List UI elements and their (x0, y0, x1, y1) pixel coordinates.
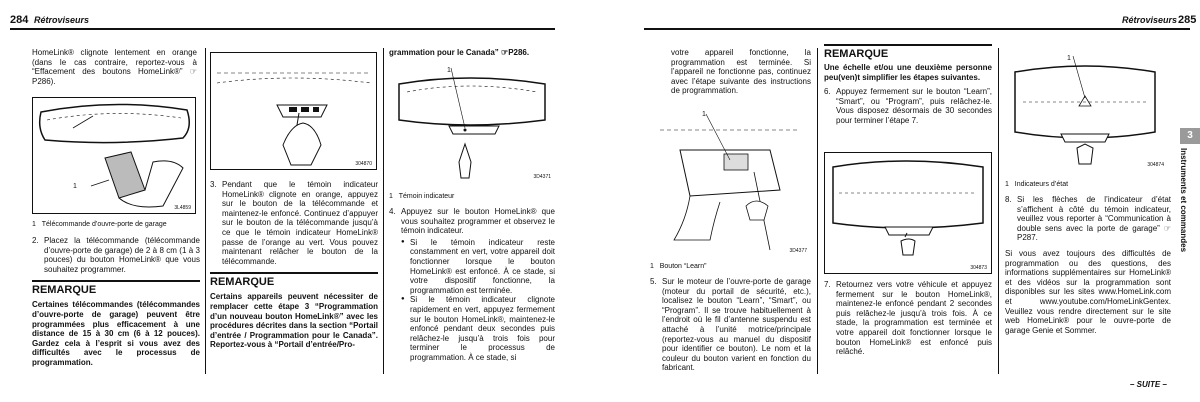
left-col-3-lower (389, 192, 555, 363)
figure-mirror-button (210, 52, 377, 170)
step-number: 8. (1005, 195, 1012, 204)
right-header-rule (644, 28, 1190, 30)
step-4-bullets (401, 238, 555, 363)
continued-marker: – SUITE – (1130, 380, 1167, 389)
column-divider (998, 48, 999, 374)
caption-number: 1 (1005, 181, 1009, 188)
step-text: Sur le moteur de l’ouvre-porte de garage (moteur du portail de sécurité, etc.), localisez le bouton “Learn”, “Smart”, ou “Program”. Il se trouve habituellement à l’endroit où le fil d’antenne suspendu est attaché à l’unité motrice/principale (reportez-vous au manuel du dispositif pour identifier ce bouton). Le nom et la couleur du bouton varient en fonction du fabricant. (662, 277, 811, 373)
figure-mirror-press (824, 152, 992, 274)
step-text: Appuyez fermement sur le bouton “Learn”, “Smart”, ou “Program”, puis relâchez-le. Vous disposez désormais de 30 secondes pour terminer l’étape 7. (836, 87, 992, 125)
step-7 (824, 280, 992, 357)
figure-caption (32, 220, 200, 229)
right-page-title: Rétroviseurs (1122, 15, 1178, 25)
step-6 (824, 87, 992, 125)
caption-number: 1 (32, 221, 36, 228)
caption-text: Bouton “Learn” (659, 263, 707, 270)
figure-code: 3D4377 (789, 248, 807, 254)
right-col-1-lower (650, 262, 811, 373)
step-3 (210, 180, 378, 266)
right-col-1 (671, 48, 811, 96)
step-text: Placez la télécommande (télécommande d’ouvre-porte de garage) de 2 à 8 cm (1 à 3 pouces) du bouton HomeLink® que vous souhaitez programmer. (44, 236, 200, 274)
caption-text: Télécommande d’ouvre-porte de garage (41, 221, 167, 228)
caption-number: 1 (389, 193, 393, 200)
closing-paragraph: Si vous avez toujours des difficultés de programmation ou des questions, des informations supplémentaires sur HomeLink® et des vidéos sur la programmation sont disponibles sur les sites www.HomeLink.com et www.youtube.com/HomeLinkGentex. Veuillez vous rendre directement sur le site web HomeLink® pour le ouvre-porte de garage Genie et Sommer. (1005, 248, 1171, 335)
caption-text: Indicateurs d’état (1014, 181, 1069, 188)
figure-callout: 1 (447, 67, 451, 74)
bullet-item: ● Si le témoin indicateur clignote rapidement en vert, appuyez fermement sur le bouton HomeLink®, maintenez-le enfoncé pendant deux secondes puis relâchez-le jusqu’à trois fois pour terminer le processus de programmation. À ce stade, si (401, 295, 555, 362)
figure-code: 304874 (1147, 162, 1164, 168)
mirror-press-illustration (825, 153, 991, 273)
continuation-paragraph: votre appareil fonctionne, la programmation est terminée. Si l’appareil ne fonctionne pas, continuez avec l’étape suivante des instructions de programmation. (671, 48, 811, 96)
chapter-side-title (1150, 148, 1200, 298)
figure-caption (650, 262, 811, 271)
step-5 (650, 277, 811, 373)
step-text: Pendant que le témoin indicateur HomeLink® clignote en orange, appuyez sur le bouton de la télécommande et maintenez-le enfoncé. Continuez d’appuyer sur le bouton de la télécommande jusqu’à ce que le témoin indicateur HomeLink® passe de l’orange au vert. Vous pouvez maintenant relâcher le bouton de la télécommande. (222, 180, 378, 266)
remote-mirror-illustration (33, 98, 195, 213)
figure-caption (389, 192, 555, 201)
left-page-title: Rétroviseurs (34, 15, 90, 25)
bullet-item: ● Si le témoin indicateur reste constamment en vert, votre appareil doit fonctionner lorsque le bouton HomeLink® est enfoncé. À ce stade, si votre dispositif fonctionne, la programmation est terminée. (401, 238, 555, 296)
chapter-tab: 3 (1180, 128, 1200, 144)
figure-callout: 1 (702, 111, 706, 118)
remark-continuation: grammation pour le Canada” ☞P286. (389, 48, 530, 57)
step-number: 3. (210, 180, 217, 189)
indicator-light-illustration (389, 64, 555, 182)
remark-heading: REMARQUE (210, 272, 378, 289)
figure-code: 3L4859 (174, 205, 191, 211)
remark-heading: REMARQUE (824, 44, 992, 61)
remark-body: Certains appareils peuvent nécessiter de remplacer cette étape 3 “Programmation d’un nouveau bouton HomeLink®” avec les procédures décrites dans la section “Portail d’entrée / Programmation pour le Canada”. Reportez-vous à “Portail d’entrée/Pro- (210, 292, 378, 350)
remark-heading: REMARQUE (32, 280, 200, 297)
step-number: 5. (650, 277, 657, 286)
figure-indicator-light (389, 64, 555, 182)
step-text: Appuyez sur le bouton HomeLink® que vous souhaitez programmer et observez le témoin indicateur. (401, 207, 555, 236)
right-col-3 (1005, 180, 1171, 335)
remark-body: Une échelle et/ou une deuxième personne peu(ven)t simplifier les étapes suivantes. (824, 63, 992, 82)
mirror-button-illustration (211, 53, 376, 169)
figure-callout: 1 (73, 183, 77, 190)
left-page-number: 284 (10, 14, 29, 26)
learn-button-illustration (650, 110, 811, 256)
step-text: Retournez vers votre véhicule et appuyez fermement sur le bouton HomeLink®, maintenez-le enfoncé pendant 2 secondes puis relâchez-le jusqu’à trois fois. À ce stade, la programmation est terminée et votre appareil doit fonctionner lorsque le bouton HomeLink® est enfoncé puis relâché. (836, 280, 992, 357)
left-header-rule (10, 28, 555, 30)
figure-code: 3D4371 (533, 174, 551, 180)
left-col-3 (389, 48, 554, 58)
figure-status-indicators (1005, 52, 1168, 170)
left-col-2 (210, 180, 378, 350)
figure-code: 304870 (355, 161, 372, 167)
intro-paragraph: HomeLink® clignote lentement en orange (dans le cas contraire, reportez-vous à “Effacement des boutons HomeLink®” ☞P286). (32, 48, 197, 86)
step-2 (32, 236, 200, 274)
step-number: 7. (824, 280, 831, 289)
right-page-number: 285 (1178, 14, 1197, 26)
left-col-1-lower (32, 220, 200, 368)
figure-caption (1005, 180, 1171, 189)
figure-learn-button (650, 110, 811, 256)
left-col-1 (32, 48, 197, 86)
figure-callout: 1 (1067, 55, 1071, 62)
column-divider (383, 48, 384, 374)
right-col-2-lower (824, 280, 992, 357)
step-number: 2. (32, 236, 39, 245)
chapter-side-title-text: Instruments et commandes (1179, 148, 1188, 253)
status-indicators-illustration (1005, 52, 1168, 170)
right-col-2 (824, 44, 992, 126)
step-text: Si les flèches de l’indicateur d’état s’affichent à côté du témoin indicateur, veuillez vous reporter à “Communication à double sens avec la porte de garage” ☞P287. (1017, 195, 1171, 243)
step-number: 6. (824, 87, 831, 97)
step-4 (389, 207, 555, 236)
step-number: 4. (389, 207, 396, 216)
figure-code: 304873 (970, 265, 987, 271)
remark-body: Certaines télécommandes (télécommandes d’ouvre-porte de garage) peuvent être programmées plus efficacement à une distance de 15 à 30 cm (6 à 12 pouces). Gardez cela à l’esprit si vous avez des difficultés avec le processus de programmation. (32, 300, 200, 367)
column-divider (817, 48, 818, 374)
column-divider (205, 48, 206, 374)
caption-text: Témoin indicateur (398, 193, 455, 200)
step-8 (1005, 195, 1171, 243)
figure-remote-mirror (32, 97, 196, 214)
caption-number: 1 (650, 263, 654, 270)
